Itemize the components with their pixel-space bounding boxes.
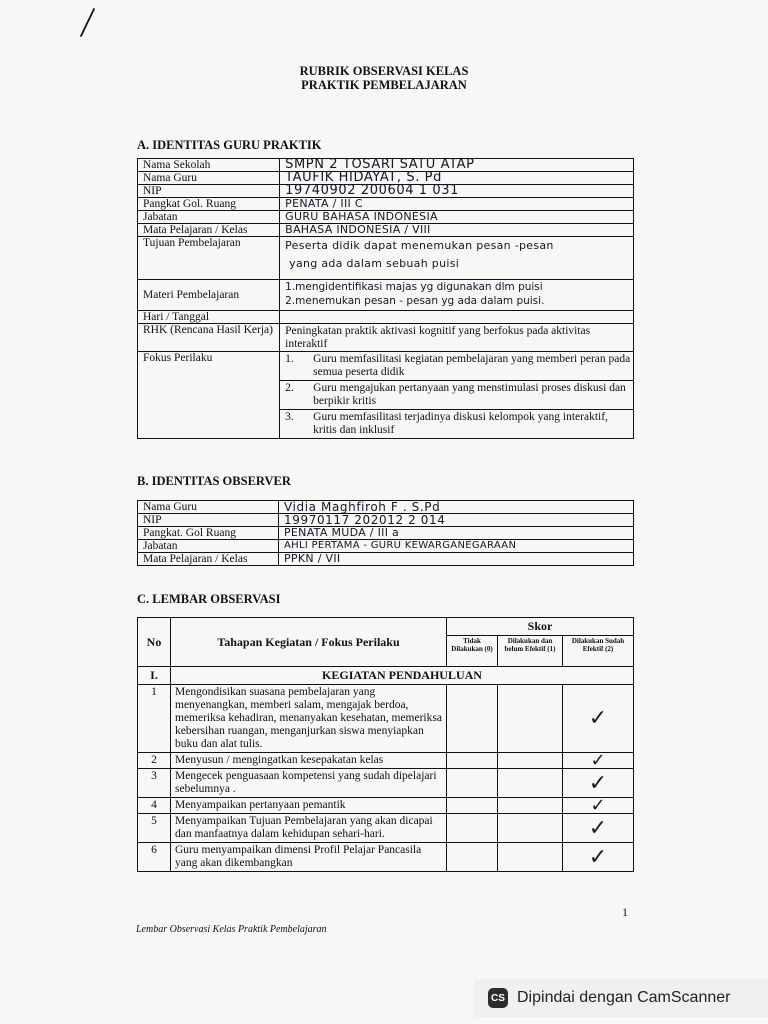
- group-row: [138, 667, 634, 685]
- row-value-handwritten: Vidia Maghfiroh F . S.Pd: [279, 501, 634, 514]
- table-row: [138, 211, 634, 224]
- row-no: 5: [138, 814, 171, 843]
- list-item: [280, 410, 633, 438]
- table-row: [138, 185, 634, 198]
- score-0-cell: [447, 685, 498, 753]
- table-row-materi: [138, 280, 634, 311]
- col-score-1-header: Dilakukan dan belum Efektif (1): [498, 636, 563, 667]
- score-1-cell: [498, 814, 563, 843]
- hari-value: [280, 311, 634, 324]
- row-value-handwritten: TAUFIK HIDAYAT, S. Pd: [280, 172, 634, 185]
- document-title: [0, 64, 768, 92]
- check-mark-icon: ✓: [563, 769, 634, 798]
- materi-value: [280, 280, 634, 311]
- row-value-handwritten: PPKN / VII: [279, 553, 634, 566]
- row-label: Fokus Perilaku: [138, 352, 280, 439]
- row-value-handwritten: BAHASA INDONESIA / VIII: [280, 224, 634, 237]
- fokus-num: 2.: [285, 382, 294, 394]
- row-label: Tujuan Pembelajaran: [138, 237, 280, 280]
- check-mark-icon: ✓: [563, 685, 634, 753]
- list-item: [280, 352, 633, 381]
- table-row: [138, 198, 634, 211]
- col-score-2-header: Dilakukan Sudah Efektif (2): [563, 636, 634, 667]
- pen-stroke-mark: [76, 6, 100, 40]
- row-text: Guru menyampaikan dimensi Profil Pelajar Pancasila yang akan dikembangkan: [171, 843, 447, 872]
- table-row: [138, 843, 634, 872]
- table-row: [138, 311, 634, 324]
- group-no: I.: [138, 667, 171, 685]
- materi-line-1: 1.mengidentifikasi majas yg digunakan dlm puisi: [285, 281, 543, 293]
- row-text: Menyusun / mengingatkan kesepakatan kelas: [171, 753, 447, 769]
- fokus-num: 1.: [285, 353, 294, 365]
- section-b-heading: B. IDENTITAS OBSERVER: [137, 474, 291, 488]
- row-value-handwritten: PENATA / III C: [280, 198, 634, 211]
- table-row: [138, 540, 634, 553]
- table-row-tujuan: [138, 237, 634, 280]
- table-row: [138, 553, 634, 566]
- camscanner-label: Dipindai dengan CamScanner: [517, 989, 731, 1006]
- table-row: [138, 769, 634, 798]
- table-row: [138, 753, 634, 769]
- row-no: 3: [138, 769, 171, 798]
- footer-note: Lembar Observasi Kelas Praktik Pembelajaran: [136, 924, 327, 935]
- table-row: [138, 514, 634, 527]
- tujuan-line-1: Peserta didik dapat menemukan pesan -pesan: [285, 239, 554, 252]
- score-1-cell: [498, 685, 563, 753]
- check-mark-icon: ✓: [563, 843, 634, 872]
- title-line-2: PRAKTIK PEMBELAJARAN: [301, 78, 467, 92]
- row-no: 1: [138, 685, 171, 753]
- fokus-text: Guru memfasilitasi terjadinya diskusi kelompok yang interaktif, kritis dan inklusif: [313, 411, 608, 436]
- row-label: RHK (Rencana Hasil Kerja): [138, 324, 280, 352]
- identitas-observer-table: [137, 500, 634, 566]
- table-row: [138, 224, 634, 237]
- row-no: 4: [138, 798, 171, 814]
- row-label: Mata Pelajaran / Kelas: [138, 224, 280, 237]
- col-no-header: No: [138, 618, 171, 667]
- row-label: NIP: [138, 185, 280, 198]
- score-1-cell: [498, 843, 563, 872]
- identitas-guru-table: [137, 158, 634, 439]
- score-1-cell: [498, 798, 563, 814]
- score-0-cell: [447, 798, 498, 814]
- row-value-handwritten: 19740902 200604 1 031: [280, 185, 634, 198]
- score-0-cell: [447, 843, 498, 872]
- row-value-handwritten: SMPN 2 TOSARI SATU ATAP: [280, 159, 634, 172]
- camscanner-watermark: [474, 979, 768, 1017]
- col-tahapan-header: Tahapan Kegiatan / Fokus Perilaku: [171, 618, 447, 667]
- row-text: Menyampaikan pertanyaan pemantik: [171, 798, 447, 814]
- row-text: Mengecek penguasaan kompetensi yang sudah dipelajari sebelumnya .: [171, 769, 447, 798]
- fokus-list: [280, 352, 634, 439]
- camscanner-logo-icon: CS: [488, 988, 508, 1008]
- row-text: Mengondisikan suasana pembelajaran yang menyenangkan, memberi salam, mengajak berdoa, memeriksa kehadiran, menanyakan kesehatan, memeriksa kebersihan ruangan, menganjurkan siswa menyiapkan buku dan alat tulis.: [171, 685, 447, 753]
- tujuan-line-2: yang ada dalam sebuah puisi: [289, 257, 460, 270]
- table-row-fokus: [138, 352, 634, 439]
- table-row-rhk: [138, 324, 634, 352]
- materi-line-2: 2.menemukan pesan - pesan yg ada dalam puisi.: [285, 295, 545, 307]
- header-row: [138, 618, 634, 636]
- row-label: Nama Sekolah: [138, 159, 280, 172]
- page-number: 1: [622, 905, 628, 919]
- fokus-num: 3.: [285, 411, 294, 423]
- row-no: 6: [138, 843, 171, 872]
- section-c-heading: C. LEMBAR OBSERVASI: [137, 592, 281, 606]
- table-row: [138, 814, 634, 843]
- row-label: Hari / Tanggal: [138, 311, 280, 324]
- group-title: KEGIATAN PENDAHULUAN: [171, 667, 634, 685]
- fokus-text: Guru memfasilitasi kegiatan pembelajaran yang memberi peran pada semua peserta didik: [313, 353, 631, 378]
- score-0-cell: [447, 769, 498, 798]
- title-line-1: RUBRIK OBSERVASI KELAS: [299, 64, 469, 78]
- col-score-0-header: Tidak Dilakukan (0): [447, 636, 498, 667]
- row-label: Pangkat Gol. Ruang: [138, 198, 280, 211]
- table-row: [138, 527, 634, 540]
- row-label: Materi Pembelajaran: [138, 280, 280, 311]
- section-a-heading: A. IDENTITAS GURU PRAKTIK: [137, 138, 322, 152]
- row-label: NIP: [138, 514, 279, 527]
- list-item: [280, 381, 633, 410]
- row-label: Nama Guru: [138, 501, 279, 514]
- row-label: Jabatan: [138, 211, 280, 224]
- score-1-cell: [498, 769, 563, 798]
- rhk-value: Peningkatan praktik aktivasi kognitif yang berfokus pada aktivitas interaktif: [280, 324, 634, 352]
- row-value-handwritten: PENATA MUDA / III a: [279, 527, 634, 540]
- row-value-handwritten: AHLI PERTAMA - GURU KEWARGANEGARAAN: [279, 540, 634, 553]
- table-row: [138, 501, 634, 514]
- row-label: Jabatan: [138, 540, 279, 553]
- score-1-cell: [498, 753, 563, 769]
- row-label: Nama Guru: [138, 172, 280, 185]
- row-value-handwritten: GURU BAHASA INDONESIA: [280, 211, 634, 224]
- score-0-cell: [447, 753, 498, 769]
- row-no: 2: [138, 753, 171, 769]
- row-label: Pangkat. Gol Ruang: [138, 527, 279, 540]
- check-mark-icon: ✓: [563, 798, 634, 814]
- score-0-cell: [447, 814, 498, 843]
- fokus-text: Guru mengajukan pertanyaan yang menstimulasi proses diskusi dan berpikir kritis: [313, 382, 626, 407]
- row-label: Mata Pelajaran / Kelas: [138, 553, 279, 566]
- table-row: [138, 798, 634, 814]
- check-mark-icon: ✓: [563, 753, 634, 769]
- table-row: [138, 685, 634, 753]
- lembar-observasi-table: [137, 617, 634, 872]
- row-text: Menyampaikan Tujuan Pembelajaran yang akan dicapai dan manfaatnya dalam kehidupan sehari-hari.: [171, 814, 447, 843]
- check-mark-icon: ✓: [563, 814, 634, 843]
- row-value-handwritten: 19970117 202012 2 014: [279, 514, 634, 527]
- tujuan-value: [280, 237, 634, 280]
- col-skor-header: Skor: [447, 618, 634, 636]
